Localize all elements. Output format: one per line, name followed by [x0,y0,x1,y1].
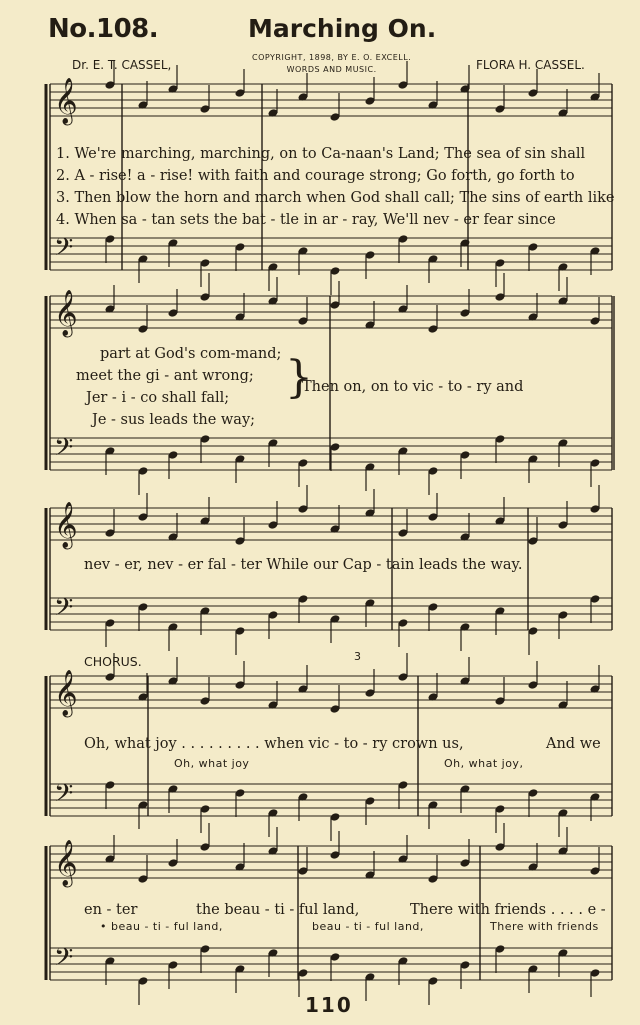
chorus-label: CHORUS. [84,654,142,669]
words-and-music-line: WORDS AND MUSIC. [286,65,377,74]
bass-clef: 𝄢 [54,233,74,268]
bass-clef: 𝄢 [54,943,74,978]
chorus-line-2-lyric-c: There with friends . . . . e - [410,902,606,918]
copyright-line: COPYRIGHT, 1898, BY E. O. EXCELL. [252,53,412,62]
verse-2-line: 2. A - rise! a - rise! with faith and courage strong; Go forth, go forth to [56,168,575,184]
verse-4-line: 4. When sa - tan sets the bat - tle in ar - ray, We'll nev - er fear since [56,212,556,228]
lyricist-credit: FLORA H. CASSEL. [476,58,585,72]
chorus-bass-lyric-4: beau - ti - ful land, [312,920,424,933]
treble-clef: 𝄞 [54,840,78,886]
verse-1-ending: part at God's com-mand; [100,346,282,362]
bass-clef: 𝄢 [54,779,74,814]
hymn-number: No.108. [48,14,159,44]
chorus-bass-lyric-5: There with friends [490,920,599,933]
treble-clef: 𝄞 [54,78,78,124]
chorus-line-2-lyric-a: en - ter [84,902,138,918]
chorus-bass-lyric-2: Oh, what joy, [444,757,524,770]
bass-clef: 𝄢 [54,433,74,468]
verse-1-line: 1. We're marching, marching, on to Ca-naan's Land; The sea of sin shall [56,146,586,162]
verse-3-line: 3. Then blow the horn and march when God shall call; The sins of earth like [56,190,615,206]
treble-clef: 𝄞 [54,670,78,716]
system-3-lyric: nev - er, nev - er fal - ter While our Cap - tain leads the way. [84,557,523,573]
chorus-line-1-lyric: Oh, what joy . . . . . . . . . when vic - to - ry crown us, [84,736,464,752]
triplet-mark: 3 [354,650,362,663]
treble-clef: 𝄞 [54,290,78,336]
hymn-title: Marching On. [248,14,437,43]
page-number: 110 [305,993,353,1017]
chorus-line-1-end: And we [546,736,601,752]
bass-clef: 𝄢 [54,593,74,628]
chorus-line-2-lyric-b: the beau - ti - ful land, [196,902,360,918]
verse-3-ending: Jer - i - co shall fall; [86,390,230,406]
verse-brace: } [285,352,313,403]
verse-2-ending: meet the gi - ant wrong; [76,368,254,384]
copyright-notice [252,52,411,76]
refrain-start-lyric: Then on, on to vic - to - ry and [302,379,524,395]
chorus-bass-lyric-1: Oh, what joy [174,757,250,770]
verse-4-ending: Je - sus leads the way; [92,412,256,428]
chorus-bass-lyric-3: • beau - ti - ful land, [100,920,223,933]
composer-credit: Dr. E. T. CASSEL, [72,58,172,72]
treble-clef: 𝄞 [54,502,78,548]
